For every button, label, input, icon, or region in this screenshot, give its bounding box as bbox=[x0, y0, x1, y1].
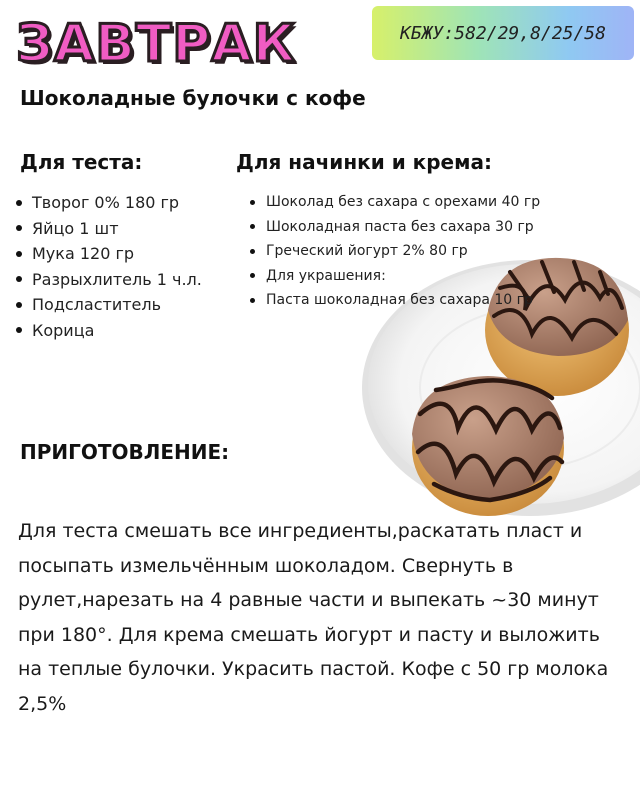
nutrition-text: КБЖУ:582/29,8/25/58 bbox=[400, 22, 606, 44]
nutrition-badge bbox=[372, 6, 634, 60]
list-item: Творог 0% 180 гр bbox=[14, 190, 202, 216]
list-item: Шоколадная паста без сахара 30 гр bbox=[248, 215, 540, 240]
front-bun bbox=[412, 376, 564, 516]
filling-ingredient-list bbox=[248, 190, 540, 313]
list-item: Разрыхлитель 1 ч.л. bbox=[14, 267, 202, 293]
list-item: Паста шоколадная без сахара 10 гр bbox=[248, 288, 540, 313]
list-item: Подсластитель bbox=[14, 292, 202, 318]
list-item: Корица bbox=[14, 318, 202, 344]
dough-ingredient-list bbox=[14, 190, 202, 343]
preparation-text: Для теста смешать все ингредиенты,раскатать пласт и посыпать измельчённым шоколадом. Свернуть в рулет,нарезать на 4 равные части и выпекать ~30 минут при 180°. Для крема смешать йогурт и пасту и выложить на теплые булочки. Украсить пастой. Кофе с 50 гр молока 2,5% bbox=[18, 520, 609, 715]
recipe-subtitle: Шоколадные булочки с кофе bbox=[20, 86, 366, 110]
page-title: ЗАВТРАК bbox=[16, 14, 297, 74]
list-item: Греческий йогурт 2% 80 гр bbox=[248, 239, 540, 264]
list-item: Шоколад без сахара с орехами 40 гр bbox=[248, 190, 540, 215]
dough-heading: Для теста: bbox=[20, 150, 143, 174]
preparation-heading: ПРИГОТОВЛЕНИЕ: bbox=[20, 440, 230, 464]
list-item: Яйцо 1 шт bbox=[14, 216, 202, 242]
filling-heading: Для начинки и крема: bbox=[236, 150, 492, 174]
list-item: Мука 120 гр bbox=[14, 241, 202, 267]
list-item: Для украшения: bbox=[248, 264, 540, 289]
